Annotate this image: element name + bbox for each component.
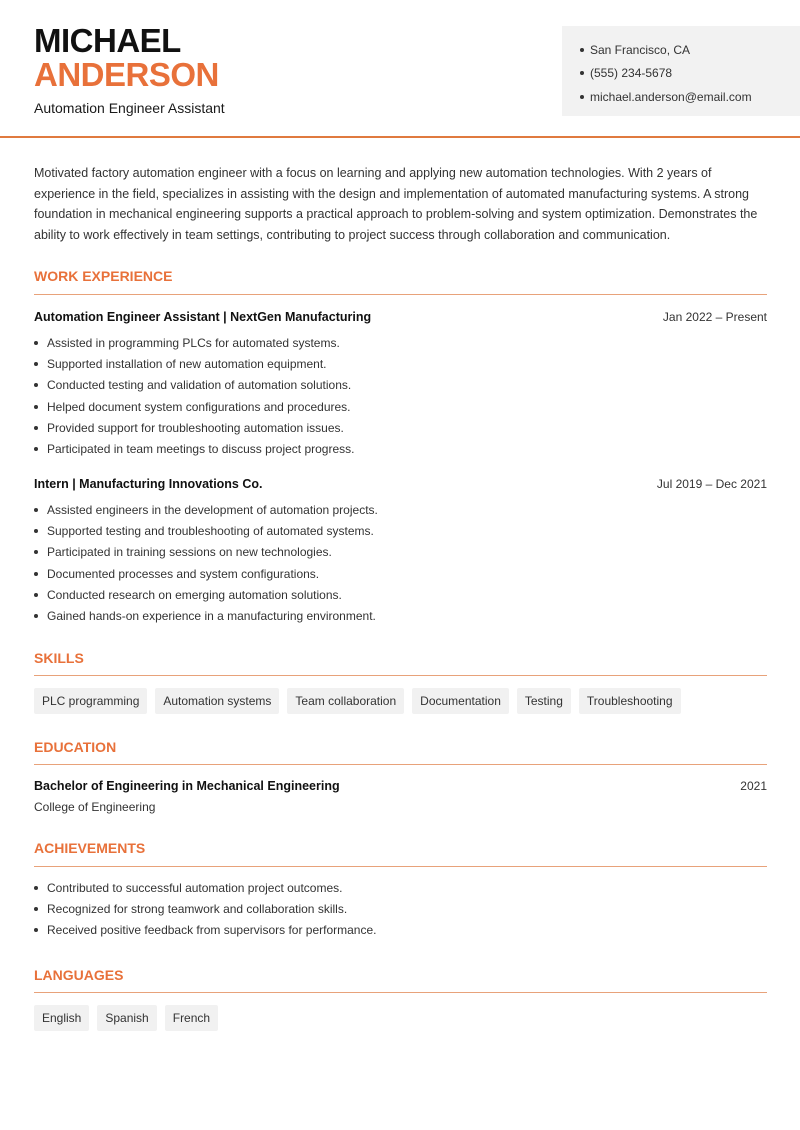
summary-paragraph: Motivated factory automation engineer with a focus on learning and applying new automation technologies. With 2 years of experience in the field, specializes in assisting with the design and implementation of automated manufacturing systems. A strong foundation in mechanical engineering supports a practical approach to problem-solving and system optimization. Demonstrates the ability to work effectively in team settings, contributing to project success through collaboration and communication. (34, 166, 758, 243)
education-year: 2021 (740, 779, 767, 793)
list-item: Gained hands-on experience in a manufacturing environment. (34, 605, 378, 626)
education-school: College of Engineering (34, 800, 156, 814)
section-divider (34, 992, 767, 993)
job-title-2: Intern | Manufacturing Innovations Co. (34, 477, 263, 491)
section-divider (34, 764, 767, 765)
list-item: Conducted research on emerging automation solutions. (34, 584, 378, 605)
contact-location (580, 38, 800, 62)
list-item: Participated in training sessions on new technologies. (34, 542, 378, 563)
list-item: Supported testing and troubleshooting of automated systems. (34, 520, 378, 541)
last-name: ANDERSON (34, 56, 219, 93)
bullet-icon (580, 48, 584, 52)
section-divider (34, 294, 767, 295)
resume-header (0, 0, 800, 138)
list-item: Recognized for strong teamwork and collaboration skills. (34, 898, 376, 919)
list-item: Assisted in programming PLCs for automated systems. (34, 332, 354, 353)
achievements-list (34, 877, 376, 941)
section-title-achievements: ACHIEVEMENTS (34, 840, 146, 856)
list-item: Supported installation of new automation equipment. (34, 353, 354, 374)
list-item: Assisted engineers in the development of automation projects. (34, 499, 378, 520)
language-tag: French (165, 1005, 218, 1031)
section-title-education: EDUCATION (34, 739, 117, 755)
location-text: San Francisco, CA (590, 42, 691, 57)
job-dates-2: Jul 2019 – Dec 2021 (656, 477, 767, 491)
list-item: Conducted testing and validation of automation solutions. (34, 375, 354, 396)
language-tag: English (34, 1005, 89, 1031)
section-title-languages: LANGUAGES (34, 967, 124, 983)
list-item: Participated in team meetings to discuss project progress. (34, 438, 354, 459)
languages-tags (34, 1005, 218, 1031)
section-title-work: WORK EXPERIENCE (34, 268, 173, 284)
skill-tag: PLC programming (34, 688, 147, 714)
job-title: Automation Engineer Assistant (34, 100, 225, 116)
skill-tag: Troubleshooting (579, 688, 681, 714)
job-dates-1: Jan 2022 – Present (662, 310, 767, 324)
list-item: Helped document system configurations and procedures. (34, 396, 354, 417)
email-text[interactable]: michael.anderson@email.com (590, 89, 752, 104)
skill-tag: Automation systems (155, 688, 279, 714)
skill-tag: Testing (517, 688, 571, 714)
job-bullets-1 (34, 332, 354, 460)
section-divider (34, 675, 767, 676)
list-item: Documented processes and system configurations. (34, 563, 378, 584)
job-title-1: Automation Engineer Assistant | NextGen Manufacturing (34, 310, 372, 324)
skills-tags (34, 688, 681, 714)
bullet-icon (580, 71, 584, 75)
list-item: Provided support for troubleshooting automation issues. (34, 417, 354, 438)
list-item: Received positive feedback from supervisors for performance. (34, 920, 376, 941)
section-divider (34, 866, 767, 867)
skill-tag: Team collaboration (287, 688, 404, 714)
first-name: MICHAEL (34, 22, 181, 59)
contact-box (562, 26, 800, 116)
language-tag: Spanish (97, 1005, 156, 1031)
list-item: Contributed to successful automation project outcomes. (34, 877, 376, 898)
education-degree: Bachelor of Engineering in Mechanical Engineering (34, 779, 340, 793)
contact-phone (580, 62, 800, 86)
phone-text: (555) 234-5678 (590, 66, 673, 81)
contact-email[interactable] (580, 85, 800, 109)
skill-tag: Documentation (412, 688, 509, 714)
bullet-icon (580, 95, 584, 99)
section-title-skills: SKILLS (34, 650, 84, 666)
job-bullets-2 (34, 499, 378, 627)
